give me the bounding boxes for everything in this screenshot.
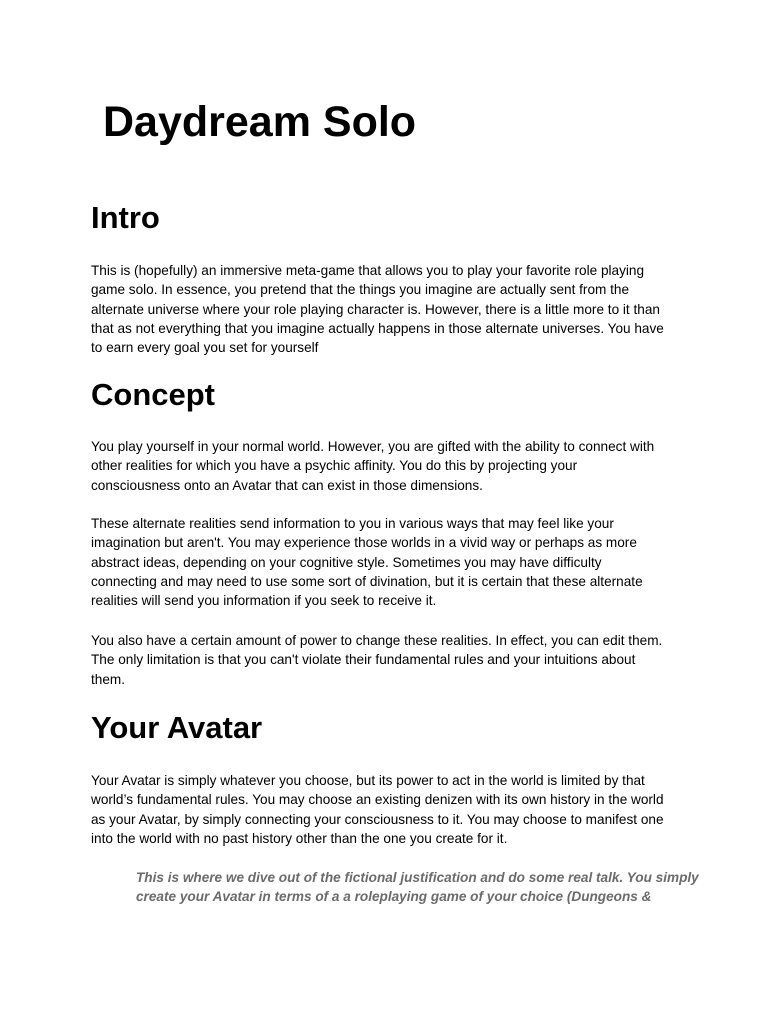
text-line: Your Avatar is simply whatever you choose, but its power to act in the world is limited by that [91, 773, 645, 788]
avatar-note-quote [136, 868, 699, 907]
text-line: that as not everything that you imagine actually happens in those alternate universes. You have [91, 320, 664, 336]
text-line: connecting and may need to use some sort of divination, but it is certain that these alternate [91, 573, 643, 589]
text-line: to earn every goal you set for yourself [91, 340, 319, 356]
text-line: You also have a certain amount of power to change these realities. In effect, you can edit them. [91, 633, 663, 648]
section-heading-your-avatar: Your Avatar [91, 710, 263, 745]
text-line: as your Avatar, by simply connecting your consciousness to it. You may choose to manifest one [91, 811, 664, 827]
text-line: This is where we dive out of the fictional justification and do some real talk. You simply [136, 870, 699, 885]
text-line: imagination but aren't. You may experience those worlds in a vivid way or perhaps as more [91, 535, 637, 551]
text-line: into the world with no past history other than the one you create for it. [91, 830, 508, 846]
concept-paragraph-1 [91, 437, 681, 495]
section-heading-concept: Concept [91, 377, 215, 412]
text-line: You play yourself in your normal world. However, you are gifted with the ability to connect with [91, 439, 655, 454]
text-line: This is (hopefully) an immersive meta-game that allows you to play your favorite role playing [91, 263, 645, 278]
text-line: abstract ideas, depending on your cognitive style. Sometimes you may have difficulty [91, 554, 602, 570]
document-title: Daydream Solo [103, 98, 417, 146]
text-line: alternate universe where your role playing character is. However, there is a little more to it than [91, 301, 660, 317]
section-heading-intro: Intro [91, 200, 160, 235]
text-line: The only limitation is that you can't violate their fundamental rules and your intuitions about [91, 652, 636, 668]
text-line: realities will send you information if you seek to receive it. [91, 593, 437, 609]
concept-paragraph-2 [91, 514, 681, 610]
intro-paragraph [91, 261, 681, 357]
avatar-paragraph [91, 771, 681, 848]
concept-paragraph-3 [91, 631, 681, 689]
text-line: consciousness onto an Avatar that can exist in those dimensions. [91, 477, 483, 493]
text-line: other realities for which you have a psychic affinity. You do this by projecting your [91, 458, 578, 474]
text-line: create your Avatar in terms of a a roleplaying game of your choice (Dungeons & [136, 889, 652, 905]
text-line: world’s fundamental rules. You may choose an existing denizen with its own history in the world [91, 792, 664, 808]
text-line: game solo. In essence, you pretend that the things you imagine are actually sent from the [91, 282, 630, 298]
text-line: These alternate realities send information to you in various ways that may feel like your [91, 516, 614, 531]
text-line: them. [91, 671, 125, 687]
